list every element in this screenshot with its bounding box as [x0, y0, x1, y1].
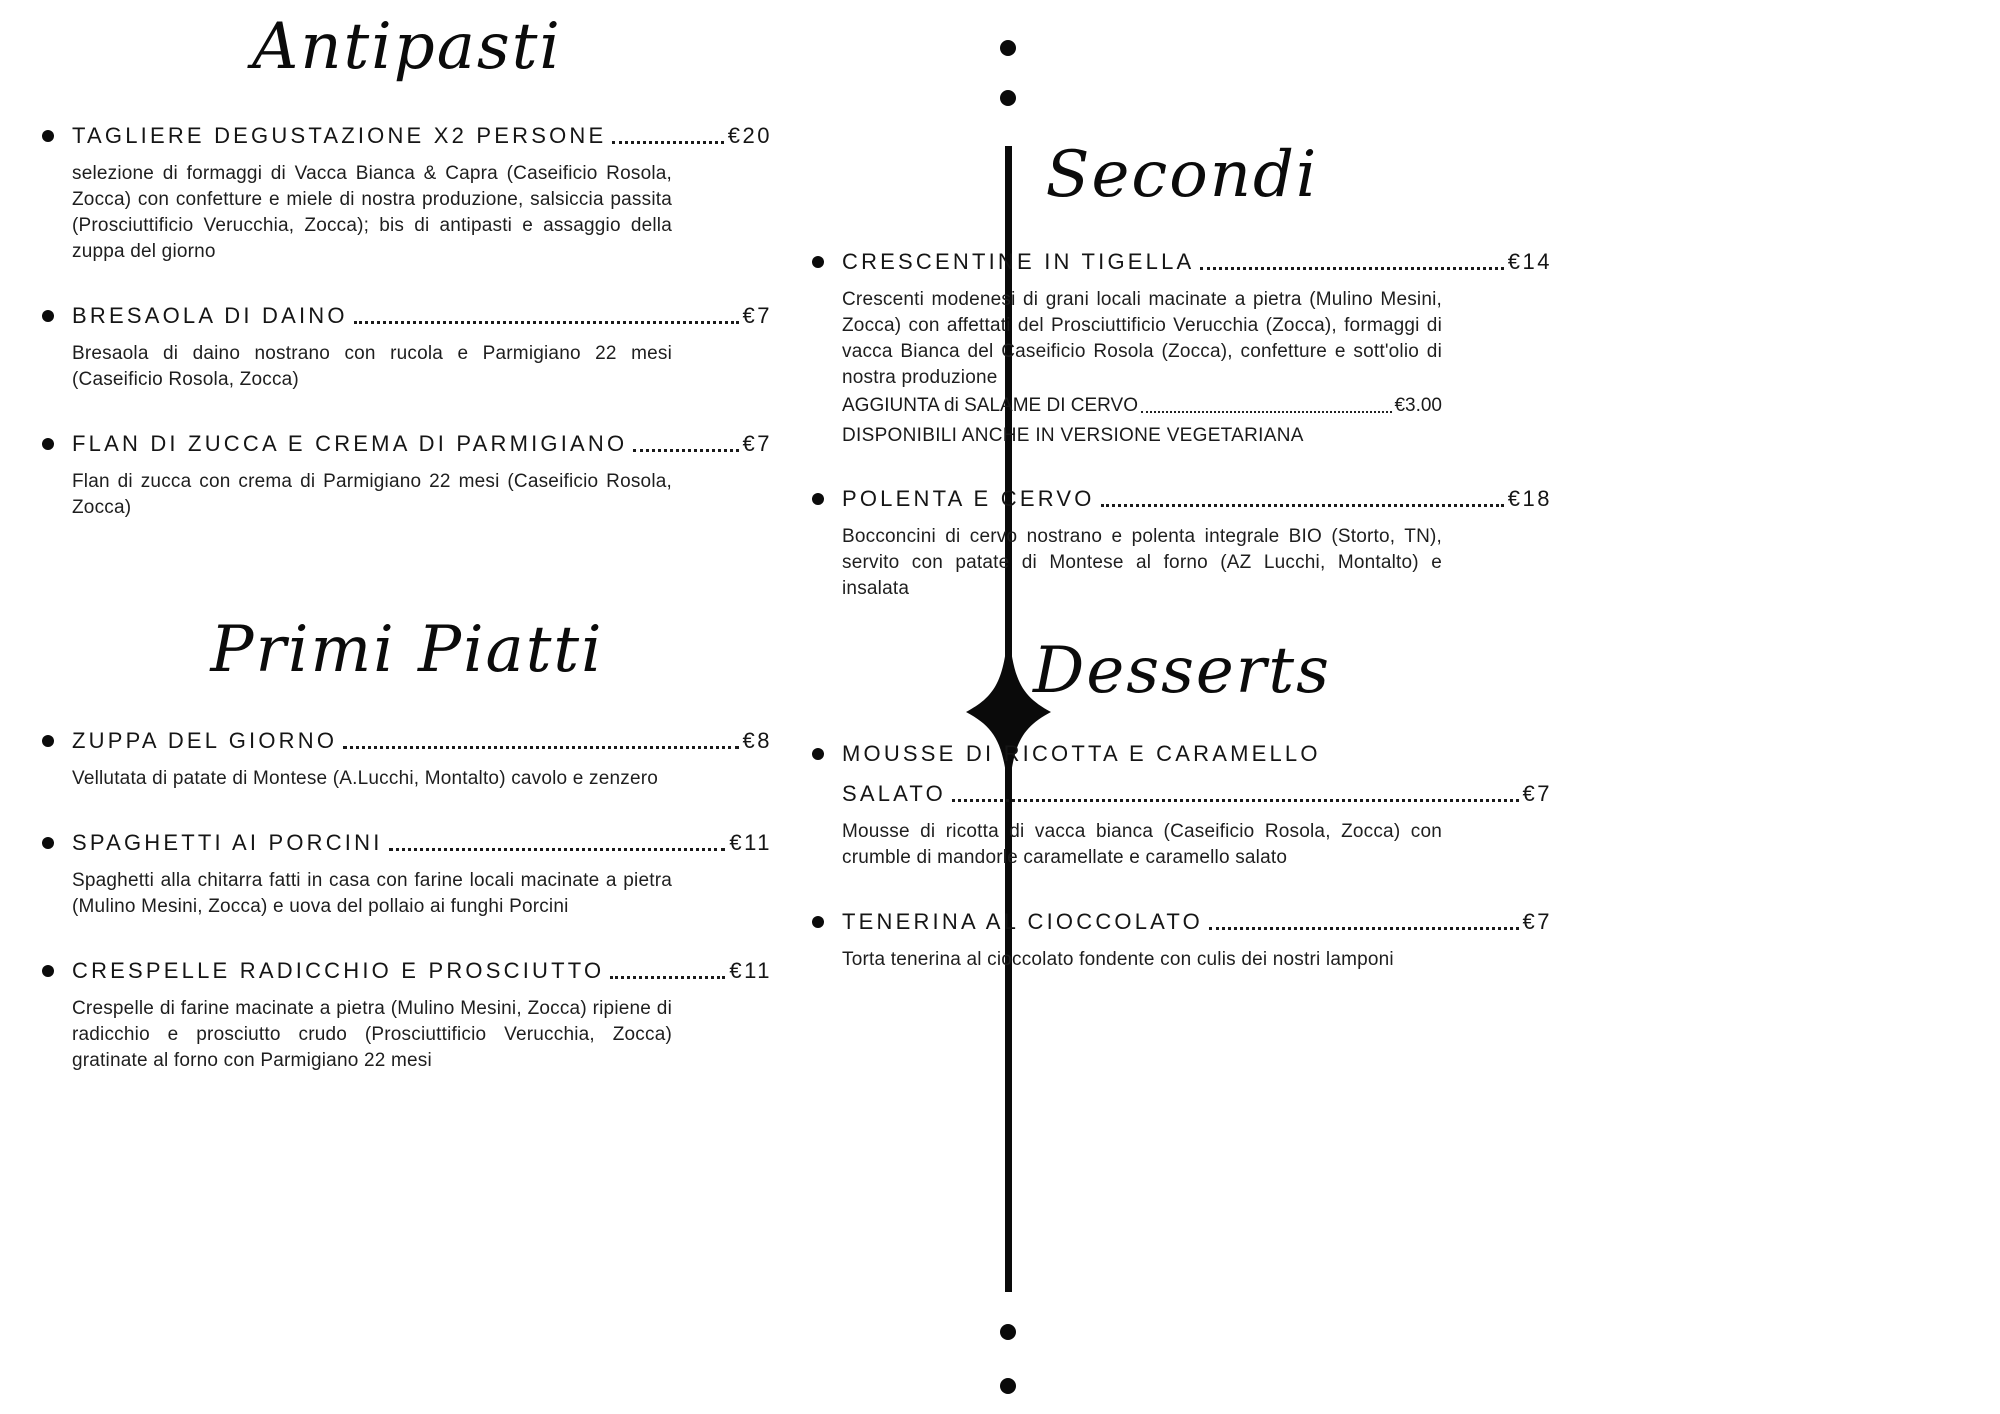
item-price: €7: [1522, 909, 1552, 935]
menu-item-crespelle: [42, 956, 772, 1074]
item-head: [42, 726, 772, 756]
item-description: Torta tenerina al cioccolato fondente con culis dei nostri lamponi: [842, 949, 1394, 971]
item-title: TENERINA AL CIOCCOLATO: [842, 909, 1203, 935]
item-price: €20: [727, 123, 772, 149]
item-head: [812, 484, 1552, 514]
bullet-icon: [42, 965, 54, 977]
item-price: €11: [729, 958, 772, 984]
menu-item-tagliere: [42, 121, 772, 265]
item-title: TAGLIERE DEGUSTAZIONE X2 PERSONE: [72, 123, 607, 149]
item-title: FLAN DI ZUCCA E CREMA DI PARMIGIANO: [72, 431, 628, 457]
item-addon: [842, 393, 1442, 418]
dotted-leader: [612, 141, 723, 144]
item-description: Spaghetti alla chitarra fatti in casa con farine locali macinate a pietra (Mulino Mesini, Zocca) e uova del pollaio ai funghi Porcini: [72, 870, 672, 918]
dotted-leader: [633, 449, 738, 452]
section-heading-desserts: Desserts: [1033, 634, 1331, 709]
item-title: CRESPELLE RADICCHIO E PROSCIUTTO: [72, 958, 605, 984]
divider-dot: [1000, 1324, 1016, 1340]
item-title: POLENTA E CERVO: [842, 486, 1095, 512]
item-description: selezione di formaggi di Vacca Bianca & Capra (Caseificio Rosola, Zocca) con confetture e miele di nostra produzione, salsiccia passita (Prosciuttificio Verucchia, Zocca); bis di antipasti e assaggio della zuppa del giorno: [72, 163, 672, 263]
item-title: CRESCENTINE IN TIGELLA: [842, 249, 1195, 275]
item-description: Mousse di ricotta di vacca bianca (Caseificio Rosola, Zocca) con crumble di mandorle caramellate e caramello salato: [842, 821, 1442, 869]
item-title-line1: MOUSSE DI RICOTTA E CARAMELLO: [842, 741, 1321, 767]
item-head: [812, 247, 1552, 277]
dotted-leader: [1209, 927, 1519, 930]
item-head: [42, 301, 772, 331]
item-price: €18: [1507, 486, 1552, 512]
menu-item-tenerina: [812, 907, 1552, 973]
dotted-leader: [1200, 267, 1503, 270]
item-head: [42, 828, 772, 858]
bullet-icon: [42, 438, 54, 450]
item-description: Vellutata di patate di Montese (A.Lucchi, Montalto) cavolo e zenzero: [72, 768, 659, 790]
bullet-icon: [42, 130, 54, 142]
item-description: Bresaola di daino nostrano con rucola e Parmigiano 22 mesi (Caseificio Rosola, Zocca): [72, 343, 672, 391]
item-head: [42, 121, 772, 151]
menu-item-polenta: [812, 484, 1552, 602]
dotted-leader: [1101, 504, 1504, 507]
dotted-leader: [389, 848, 726, 851]
addon-price: €3.00: [1394, 395, 1442, 417]
item-head: [42, 429, 772, 459]
item-description: Flan di zucca con crema di Parmigiano 22 mesi (Caseificio Rosola, Zocca): [72, 471, 672, 519]
item-title: SPAGHETTI AI PORCINI: [72, 830, 383, 856]
menu-item-bresaola: [42, 301, 772, 393]
menu-item-crescentine: [812, 247, 1552, 448]
item-title-block: [842, 739, 1552, 809]
left-column: [42, 0, 772, 1110]
menu-item-spaghetti: [42, 828, 772, 920]
vegetarian-note: DISPONIBILI ANCHE IN VERSIONE VEGETARIANA: [842, 425, 1304, 447]
item-price: €7: [742, 303, 772, 329]
item-description: Bocconcini di cervo nostrano e polenta integrale BIO (Storto, TN), servito con patate di Montese al forno (AZ Lucchi, Montalto) e insalata: [842, 526, 1442, 600]
addon-label: AGGIUNTA di SALAME DI CERVO: [842, 395, 1138, 417]
bullet-icon: [42, 837, 54, 849]
item-price: €14: [1507, 249, 1552, 275]
item-title: BRESAOLA DI DAINO: [72, 303, 348, 329]
item-price: €7: [1522, 781, 1552, 807]
section-heading-primi-piatti: Primi Piatti: [210, 613, 604, 688]
dotted-leader: [952, 799, 1519, 802]
menu-item-flan: [42, 429, 772, 521]
item-price: €7: [742, 431, 772, 457]
section-heading-antipasti: Antipasti: [252, 10, 562, 84]
item-title-line2: SALATO: [842, 781, 946, 807]
item-description: Crespelle di farine macinate a pietra (Mulino Mesini, Zocca) ripiene di radicchio e prosciutto crudo (Prosciuttificio Verucchia, Zocca) gratinate al forno con Parmigiano 22 mesi: [72, 998, 672, 1072]
item-head: [812, 739, 1552, 809]
item-description: Crescenti modenesi di grani locali macinate a pietra (Mulino Mesini, Zocca) con affettati del Prosciuttificio Verucchia (Zocca), formaggi di vacca Bianca del Caseificio Rosola (Zocca), confetture e sott'olio di nostra produzione: [842, 289, 1442, 389]
item-price: €11: [729, 830, 772, 856]
section-heading-secondi: Secondi: [1045, 138, 1319, 212]
item-price: €8: [742, 728, 772, 754]
bullet-icon: [812, 916, 824, 928]
bullet-icon: [812, 493, 824, 505]
item-title-line2-row: [842, 779, 1552, 809]
menu-item-mousse: [812, 739, 1552, 871]
bullet-icon: [812, 256, 824, 268]
divider-dot: [1000, 1378, 1016, 1394]
bullet-icon: [42, 735, 54, 747]
bullet-icon: [812, 748, 824, 760]
menu-item-zuppa: [42, 726, 772, 792]
bullet-icon: [42, 310, 54, 322]
right-column: [812, 0, 1552, 1009]
item-title: ZUPPA DEL GIORNO: [72, 728, 338, 754]
dotted-leader: [343, 746, 738, 749]
dotted-leader: [1141, 411, 1392, 413]
dotted-leader: [610, 976, 725, 979]
item-head: [812, 907, 1552, 937]
dotted-leader: [354, 321, 739, 324]
item-head: [42, 956, 772, 986]
